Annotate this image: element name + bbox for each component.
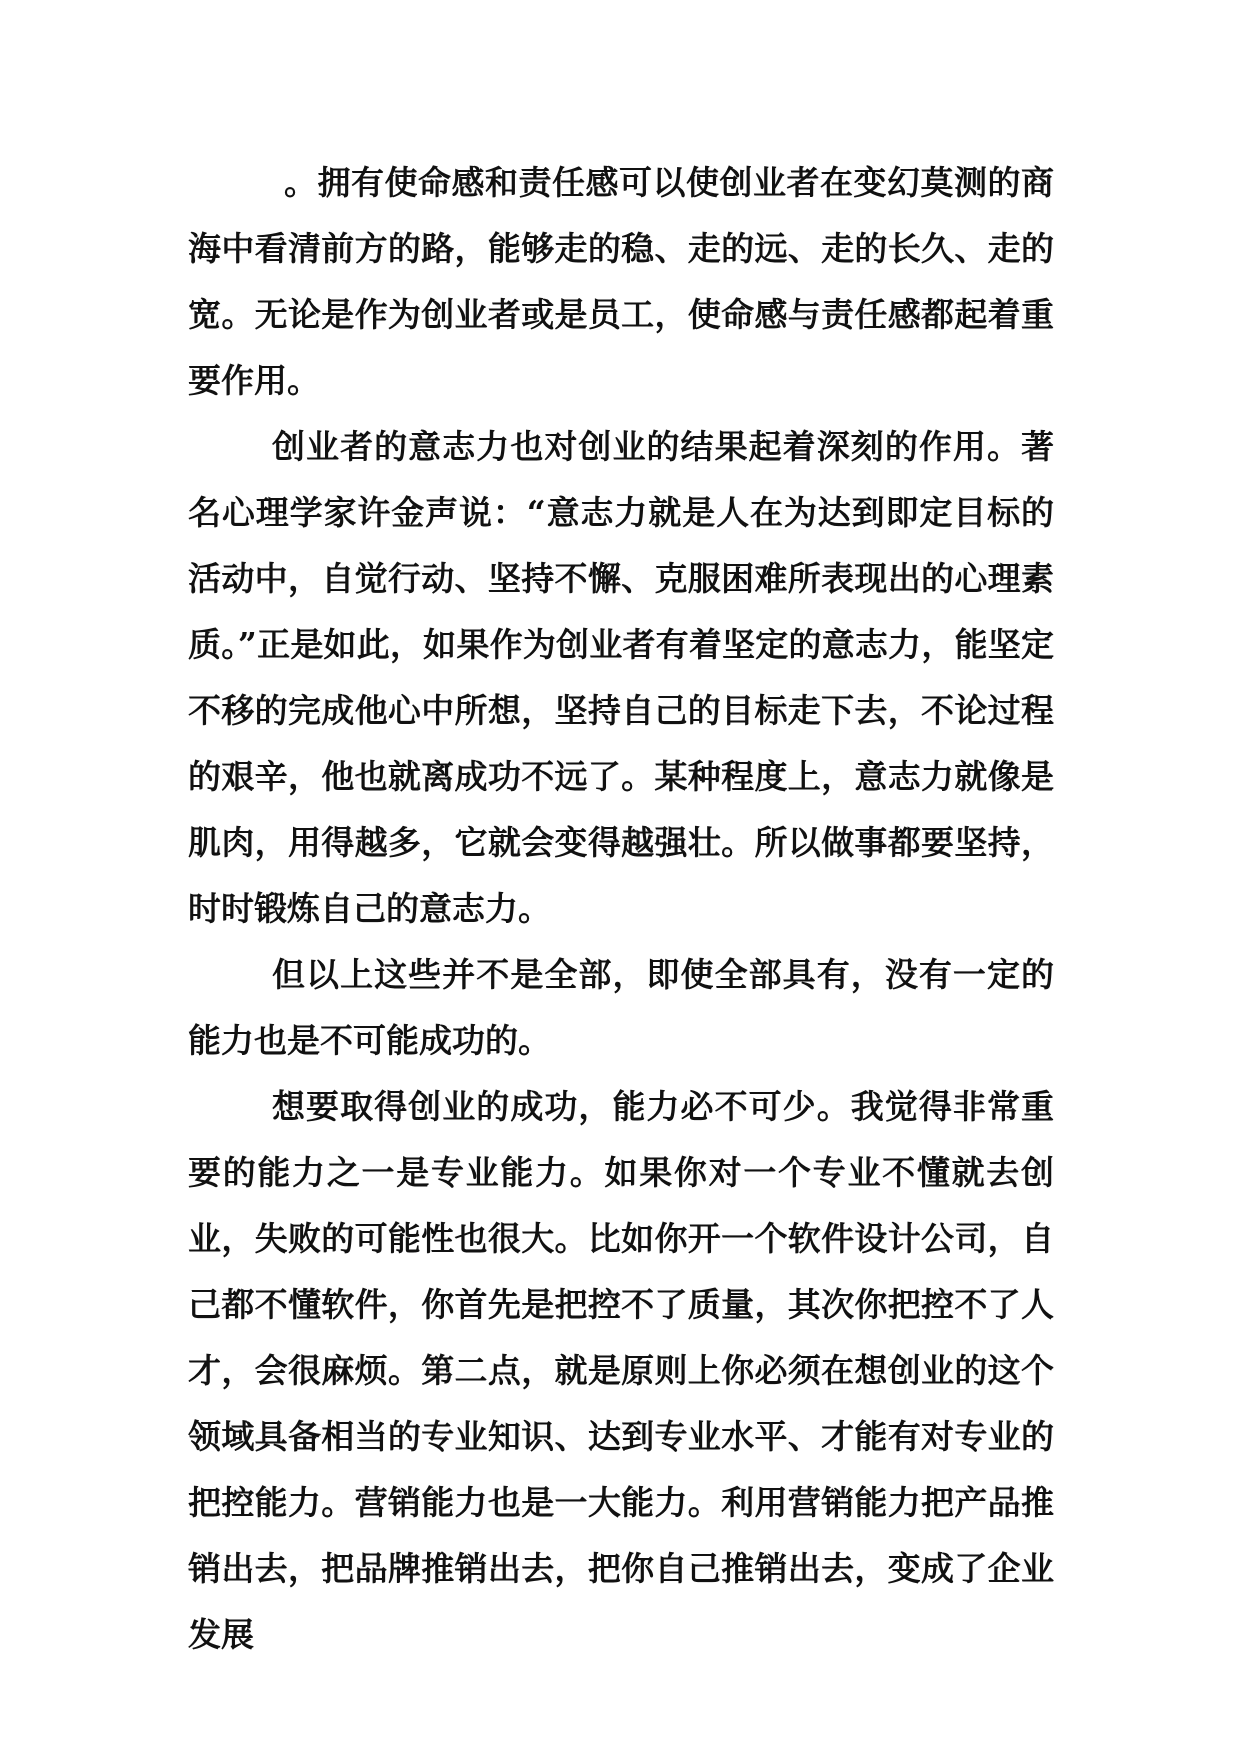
paragraph-ability: 想要取得创业的成功，能力必不可少。我觉得非常重要的能力之一是专业能力。如果你对一个专业不懂就去创业，失败的可能性也很大。比如你开一个软件设计公司，自己都不懂软件，你首先是把控不了质量，其次你把控不了人才，会很麻烦。第二点，就是原则上你必须在想创业的这个领域具备相当的专业知识、达到专业水平、才能有对专业的把控能力。营销能力也是一大能力。利用营销能力把产品推销出去，把品牌推销出去，把你自己推销出去，变成了企业发展 bbox=[188, 1087, 1054, 1654]
paragraph-mission-responsibility: 。拥有使命感和责任感可以使创业者在变幻莫测的商海中看清前方的路，能够走的稳、走的远、走的长久、走的宽。无论是作为创业者或是员工，使命感与责任感都起着重要作用。 bbox=[188, 163, 1054, 400]
paragraph-willpower: 创业者的意志力也对创业的结果起着深刻的作用。著名心理学家许金声说：“意志力就是人在为达到即定目标的活动中，自觉行动、坚持不懈、克服困难所表现出的心理素质。”正是如此，如果作为创业者有着坚定的意志力，能坚定不移的完成他心中所想，坚持自己的目标走下去，不论过程的艰辛，他也就离成功不远了。某种程度上，意志力就像是肌肉，用得越多，它就会变得越强壮。所以做事都要坚持，时时锻炼自己的意志力。 bbox=[188, 427, 1054, 928]
body-text bbox=[188, 150, 1054, 1668]
paragraph-not-all: 但以上这些并不是全部，即使全部具有，没有一定的能力也是不可能成功的。 bbox=[188, 955, 1054, 1060]
